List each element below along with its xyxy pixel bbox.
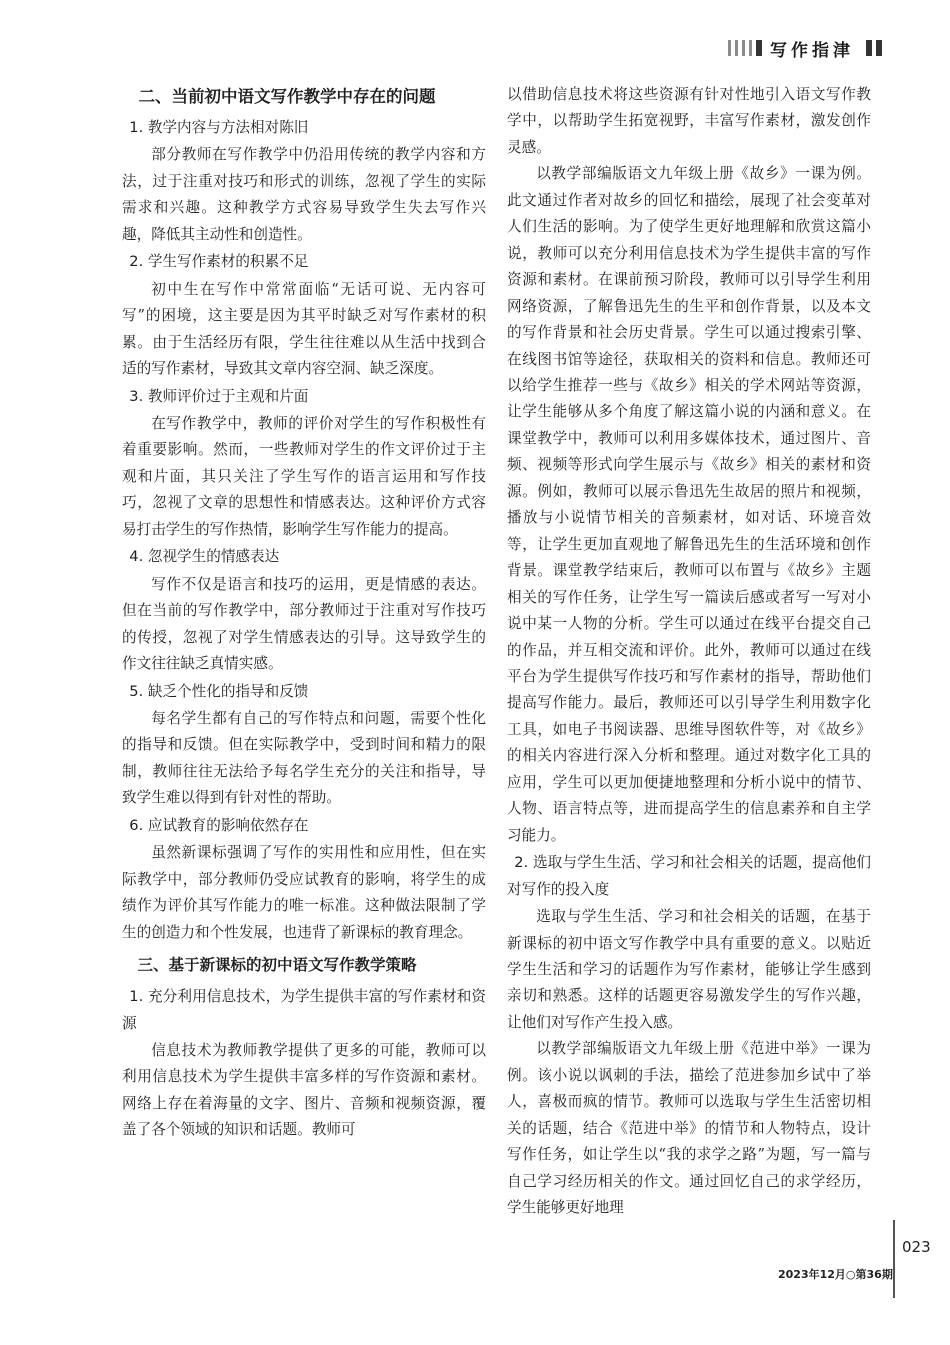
section-heading-problems: 二、当前初中语文写作教学中存在的问题	[138, 87, 436, 106]
subheading-strategy-2: 2. 选取与学生生活、学习和社会相关的话题，提高他们对写作的投入度	[507, 854, 871, 898]
page-number: 023	[902, 1238, 931, 1256]
subheading-3: 3. 教师评价过于主观和片面	[129, 387, 309, 405]
header-bar	[876, 40, 882, 56]
header-bar	[756, 40, 762, 56]
right-column	[507, 82, 871, 1221]
left-column	[122, 82, 486, 1144]
header-bar	[742, 40, 745, 56]
header-bar	[735, 40, 738, 56]
paragraph: 部分教师在写作教学中仍沿用传统的教学内容和方法，过于注重对技巧和形式的训练，忽视了学生的实际需求和兴趣。这种教学方式容易导致学生失去写作兴趣，降低其主动性和创造性。	[122, 146, 486, 243]
header-bar	[749, 40, 752, 56]
header-decoration-right	[866, 40, 882, 56]
header-decoration-left	[728, 40, 762, 56]
section-title: 写作指津	[770, 41, 854, 61]
paragraph: 选取与学生生活、学习和社会相关的话题，在基于新课标的初中语文写作教学中具有重要的意义。以贴近学生生活和学习的话题作为写作素材，能够让学生感到亲切和熟悉。这样的话题更容易激发学生的写作兴趣，让他们对写作产生投入感。	[507, 908, 871, 1031]
paragraph: 以教学部编版语文九年级上册《故乡》一课为例。此文通过作者对故乡的回忆和描绘，展现了社会变革对人们生活的影响。为了使学生更好地理解和欣赏这篇小说，教师可以充分利用信息技术为学生提供丰富的写作资源和素材。在课前预习阶段，教师可以引导学生利用网络资源，了解鲁迅先生的生平和创作背景，以及本文的写作背景和社会历史背景。学生可以通过搜索引擎、在线图书馆等途径，获取相关的资料和信息。教师还可以给学生推荐一些与《故乡》相关的学术网站等资源，让学生能够从多个角度了解这篇小说的内涵和意义。在课堂教学中，教师可以利用多媒体技术，通过图片、音频、视频等形式向学生展示与《故乡》相关的素材和资源。例如，教师可以展示鲁迅先生故居的照片和视频，播放与小说情节相关的音频素材，如对话、环境音效等，让学生更加直观地了解鲁迅先生的生活环境和创作背景。课堂教学结束后，教师可以布置与《故乡》主题相关的写作任务，让学生写一篇读后感或者写一写对小说中某一人物的分析。学生可以通过在线平台提交自己的作品，并互相交流和评价。此外，教师可以通过在线平台为学生提供写作技巧和写作素材的指导，帮助他们提高写作能力。最后，教师还可以引导学生利用数字化工具，如电子书阅读器、思维导图软件等，对《故乡》的相关内容进行深入分析和整理。通过对数字化工具的应用，学生可以更加便捷地整理和分析小说中的情节、人物、语言特点等，进而提高学生的信息素养和自主学习能力。	[507, 165, 871, 844]
paragraph: 写作不仅是语言和技巧的运用，更是情感的表达。但在当前的写作教学中，部分教师过于注重对写作技巧的传授，忽视了对学生情感表达的引导。这导致学生的作文往往缺乏真情实感。	[122, 575, 486, 673]
paragraph: 每名学生都有自己的写作特点和问题，需要个性化的指导和反馈。但在实际教学中，受到时间和精力的限制，教师往往无法给予每名学生充分的关注和指导，导致学生难以得到有针对性的帮助。	[122, 709, 486, 807]
header-bar	[728, 40, 731, 56]
paragraph: 以教学部编版语文九年级上册《范进中举》一课为例。该小说以讽刺的手法，描绘了范进参加乡试中了举人，喜极而疯的情节。教师可以选取与学生生活密切相关的话题，结合《范进中举》的情节和人物特点，设计写作任务，如让学生以“我的求学之路”为题，写一篇与自己学习经历相关的作文。通过回忆自己的求学经历，学生能够更好地理	[507, 1040, 871, 1217]
subheading-5: 5. 缺乏个性化的指导和反馈	[129, 682, 309, 700]
paragraph: 在写作教学中，教师的评价对学生的写作积极性有着重要影响。然而，一些教师对学生的作文评价过于主观和片面，其只关注了学生写作的语言运用和写作技巧，忽视了文章的思想性和情感表达。这种评价方式容易打击学生的写作热情，影响学生写作能力的提高。	[122, 414, 486, 538]
subheading-1: 1. 教学内容与方法相对陈旧	[129, 119, 309, 136]
subheading-4: 4. 忽视学生的情感表达	[129, 548, 280, 566]
subheading-2: 2. 学生写作素材的积累不足	[129, 253, 309, 271]
footer-divider	[893, 1220, 895, 1298]
subheading-strategy-1: 1. 充分利用信息技术，为学生提供丰富的写作素材和资源	[122, 988, 486, 1032]
header-bar	[866, 40, 872, 56]
paragraph: 虽然新课标强调了写作的实用性和应用性，但在实际教学中，部分教师仍受应试教育的影响，将学生的成绩作为评价其写作能力的唯一标准。这种做法限制了学生的创造力和个性发展，也违背了新课标的教育理念。	[122, 844, 486, 941]
subheading-6: 6. 应试教育的影响依然存在	[129, 816, 309, 834]
paragraph: 以借助信息技术将这些资源有针对性地引入语文写作教学中，以帮助学生拓宽视野，丰富写作素材，激发创作灵感。	[507, 86, 871, 156]
paragraph: 初中生在写作中常常面临“无话可说、无内容可写”的困境，这主要是因为其平时缺乏对写作素材的积累。由于生活经历有限，学生往往难以从生活中找到合适的写作素材，导致其文章内容空洞、缺乏深度。	[122, 280, 486, 378]
issue-label: 2023年12月○第36期	[778, 1268, 893, 1281]
section-heading-strategies: 三、基于新课标的初中语文写作教学策略	[137, 956, 417, 975]
paragraph: 信息技术为教师教学提供了更多的可能，教师可以利用信息技术为学生提供丰富多样的写作资源和素材。网络上存在着海量的文字、图片、音频和视频资源，覆盖了各个领域的知识和话题。教师可	[122, 1041, 486, 1139]
